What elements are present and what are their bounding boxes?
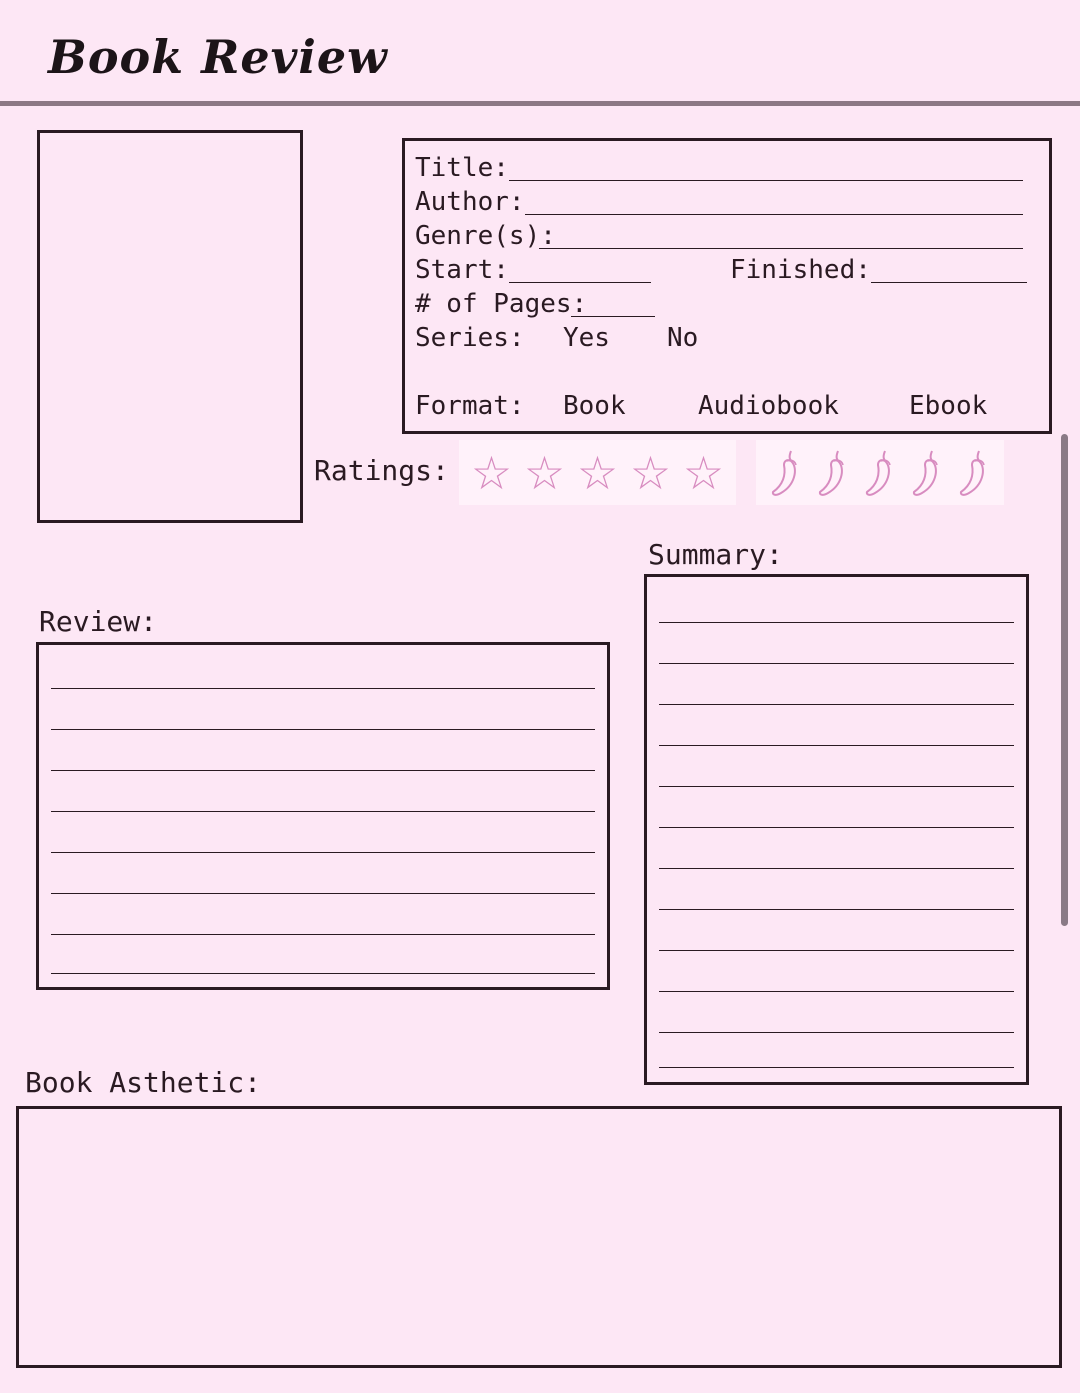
star-outline-icon[interactable]: ☆ [470, 445, 513, 500]
chili-pepper-icon[interactable] [767, 447, 805, 499]
chili-pepper-icon[interactable] [861, 447, 899, 499]
star-outline-icon[interactable]: ☆ [629, 445, 672, 500]
header-divider [0, 101, 1080, 106]
summary-line [659, 827, 1014, 828]
author-label: Author: [415, 187, 525, 217]
scrollbar-thumb[interactable] [1061, 434, 1068, 926]
format-option-ebook[interactable]: Ebook [909, 391, 988, 421]
genre-field[interactable] [539, 248, 1023, 249]
chili-pepper-icon[interactable] [955, 447, 993, 499]
author-field[interactable] [525, 214, 1023, 215]
review-line [51, 811, 595, 812]
summary-line [659, 663, 1014, 664]
review-label: Review: [39, 605, 158, 638]
start-label: Start: [415, 255, 509, 285]
review-line [51, 934, 595, 935]
star-outline-icon[interactable]: ☆ [576, 445, 619, 500]
format-option-book[interactable]: Book [563, 391, 626, 421]
summary-line [659, 622, 1014, 623]
summary-box[interactable] [644, 574, 1029, 1085]
summary-line [659, 786, 1014, 787]
review-line [51, 729, 595, 730]
series-option-yes[interactable]: Yes [563, 323, 610, 353]
review-line [51, 688, 595, 689]
star-rating[interactable] [459, 440, 736, 505]
summary-label: Summary: [648, 538, 783, 571]
review-line [51, 893, 595, 894]
aesthetic-label: Book Asthetic: [25, 1066, 262, 1099]
pages-label: # of Pages: [415, 289, 588, 319]
summary-line [659, 1032, 1014, 1033]
review-box[interactable] [36, 642, 610, 990]
book-info-box [402, 138, 1052, 434]
pages-field[interactable] [571, 316, 655, 317]
title-field[interactable] [509, 180, 1023, 181]
summary-line [659, 1067, 1014, 1068]
review-line [51, 852, 595, 853]
star-outline-icon[interactable]: ☆ [523, 445, 566, 500]
summary-line [659, 909, 1014, 910]
page-title: Book Review [48, 30, 388, 84]
summary-line [659, 704, 1014, 705]
summary-line [659, 950, 1014, 951]
finished-field[interactable] [871, 282, 1027, 283]
finished-label: Finished: [730, 255, 871, 285]
summary-line [659, 745, 1014, 746]
chili-pepper-icon[interactable] [814, 447, 852, 499]
summary-line [659, 868, 1014, 869]
aesthetic-box[interactable] [16, 1106, 1062, 1368]
chili-pepper-icon[interactable] [908, 447, 946, 499]
star-outline-icon[interactable]: ☆ [682, 445, 725, 500]
summary-line [659, 991, 1014, 992]
series-option-no[interactable]: No [667, 323, 699, 353]
format-option-audiobook[interactable]: Audiobook [698, 391, 839, 421]
start-field[interactable] [509, 282, 651, 283]
book-cover-box[interactable] [37, 130, 303, 523]
ratings-label: Ratings: [314, 454, 449, 487]
review-line [51, 770, 595, 771]
series-label: Series: [415, 323, 525, 353]
review-line [51, 973, 595, 974]
title-label: Title: [415, 153, 509, 183]
genre-label: Genre(s): [415, 221, 556, 251]
spice-rating[interactable] [756, 440, 1004, 505]
format-label: Format: [415, 391, 525, 421]
